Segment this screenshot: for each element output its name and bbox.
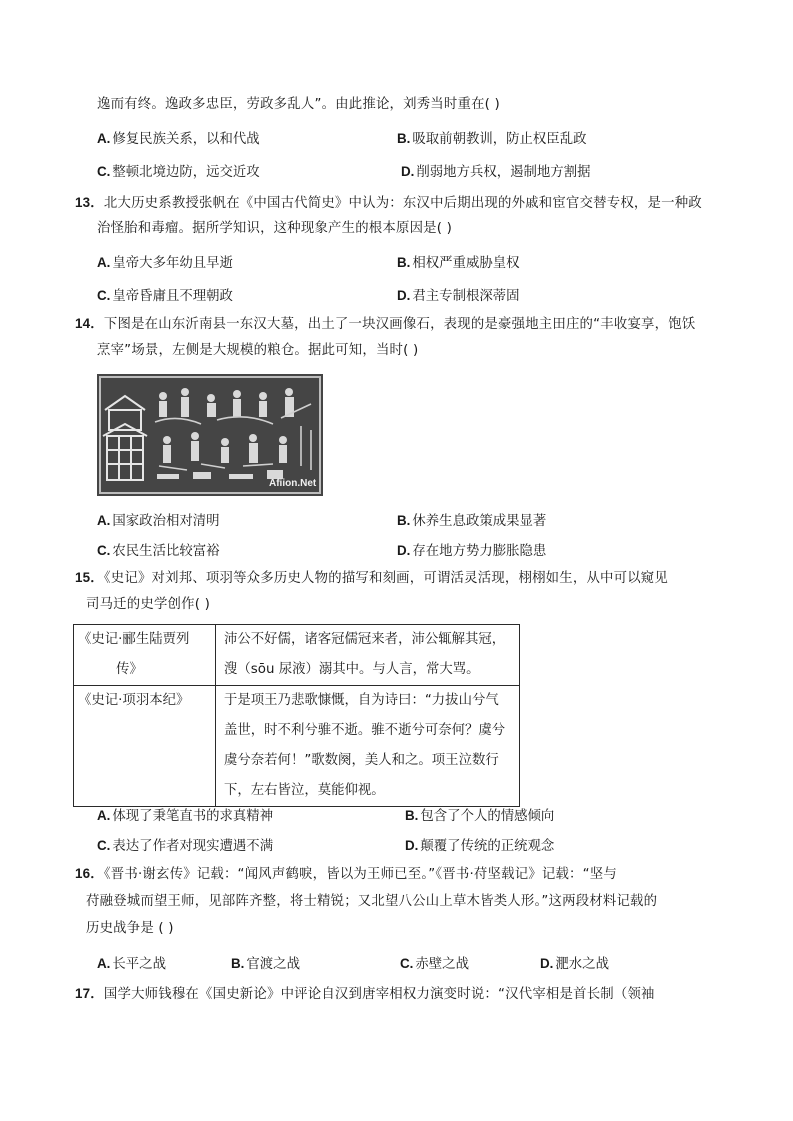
option-text: 官渡之战	[246, 957, 300, 972]
question-15-line-1	[75, 569, 668, 588]
option-letter: D.	[397, 288, 411, 303]
source-text-line: 下，左右皆泣，莫能仰视。	[224, 783, 385, 798]
question-15-line-2: 司马迁的史学创作( )	[86, 597, 211, 612]
option-letter: A.	[97, 131, 111, 146]
option-letter: C.	[97, 288, 111, 303]
source-title-line: 《史记·郦生陆贾列	[78, 632, 190, 647]
q14-option-d[interactable]	[397, 542, 546, 561]
source-text-line: 虞兮奈若何！”歌数阕，美人和之。项王泣数行	[224, 753, 499, 768]
q15-option-b[interactable]	[405, 807, 554, 826]
question-text: 《晋书·谢玄传》记载：“闻风声鹤唳，皆以为王师已至。”《晋书·苻坚载记》记载：“坚与	[103, 867, 617, 882]
question-text: 下图是在山东沂南县一东汉大墓，出土了一块汉画像石，表现的是豪强地主田庄的“丰收宴享，饱饫	[103, 317, 696, 332]
q16-option-c[interactable]	[400, 955, 469, 974]
question-14-line-1	[75, 315, 695, 334]
option-text: 休养生息政策成果显著	[412, 514, 547, 529]
option-letter: B.	[231, 956, 245, 971]
question-16-line-3: 历史战争是 ( )	[86, 921, 174, 936]
option-letter: B.	[397, 255, 411, 270]
table-row	[74, 625, 520, 686]
option-text: 表达了作者对现实遭遇不满	[112, 839, 274, 854]
q12-option-b[interactable]	[397, 130, 586, 149]
q16-option-d[interactable]	[540, 955, 609, 974]
q13-option-c[interactable]	[97, 287, 233, 306]
option-text: 农民生活比较富裕	[112, 544, 220, 559]
q14-option-a[interactable]	[97, 512, 220, 531]
option-text: 整顿北境边防，远交近攻	[112, 165, 260, 180]
question-text: 国学大师钱穆在《国史新论》中评论自汉到唐宰相权力演变时说：“汉代宰相是首长制（领袖	[103, 987, 655, 1002]
question-number: 14．	[75, 316, 104, 331]
option-text: 淝水之战	[555, 957, 609, 972]
q15-option-d[interactable]	[405, 837, 554, 856]
option-text: 削弱地方兵权，遏制地方割据	[416, 165, 591, 180]
watermark-text: Afiion.Net	[269, 478, 317, 489]
option-text: 包含了个人的情感倾向	[420, 809, 555, 824]
option-text: 吸取前朝教训，防止权臣乱政	[412, 132, 587, 147]
question-12-continuation: 逸而有终。逸政多忠臣，劳政多乱人”。由此推论，刘秀当时重在( )	[97, 97, 500, 112]
q14-option-c[interactable]	[97, 542, 220, 561]
option-text: 颠覆了传统的正统观念	[420, 839, 555, 854]
table-cell-source	[74, 686, 216, 807]
question-number: 15．	[75, 570, 104, 585]
option-text: 赤壁之战	[415, 957, 469, 972]
q16-option-a[interactable]	[97, 955, 166, 974]
q12-option-a[interactable]	[97, 130, 260, 149]
table-cell-text	[216, 686, 520, 807]
option-text: 修复民族关系，以和代战	[112, 132, 260, 147]
question-13-line-1	[75, 194, 702, 213]
option-text: 存在地方势力膨胀隐患	[412, 544, 547, 559]
question-13-line-2: 治怪胎和毒瘤。据所学知识，这种现象产生的根本原因是( )	[97, 221, 453, 236]
option-letter: B.	[397, 131, 411, 146]
option-letter: A.	[97, 255, 111, 270]
q12-option-c[interactable]	[97, 163, 260, 182]
option-letter: C.	[97, 838, 111, 853]
source-text-line: 沛公不好儒，诸客冠儒冠来者，沛公辄解其冠，	[224, 632, 506, 647]
question-number: 17．	[75, 986, 104, 1001]
option-text: 皇帝昏庸且不理朝政	[112, 289, 233, 304]
q13-option-d[interactable]	[397, 287, 520, 306]
q14-option-b[interactable]	[397, 512, 546, 531]
option-letter: B.	[397, 513, 411, 528]
option-letter: C.	[97, 164, 111, 179]
source-title-line: 《史记·项羽本纪》	[78, 693, 190, 708]
option-letter: D.	[540, 956, 554, 971]
question-14-line-2: 烹宰”场景，左侧是大规模的粮仓。据此可知，当时( )	[97, 343, 419, 358]
q12-option-d[interactable]	[401, 163, 590, 182]
question-16-line-2: 苻融登城而望王师，见部阵齐整，将士精锐；又北望八公山上草木皆类人形。”这两段材料记载的	[86, 894, 658, 909]
option-letter: A.	[97, 513, 111, 528]
table-cell-text	[216, 625, 520, 686]
source-text-line: 溲（sōu 尿液）溺其中。与人言，常大骂。	[224, 662, 480, 677]
han-stone-relief-image	[97, 374, 323, 496]
table-row	[74, 686, 520, 807]
question-text: 北大历史系教授张帆在《中国古代简史》中认为：东汉中后期出现的外戚和宦官交替专权，是一种政	[103, 196, 702, 211]
option-letter: D.	[401, 164, 415, 179]
question-number: 13．	[75, 195, 104, 210]
option-text: 国家政治相对清明	[112, 514, 220, 529]
source-text-line: 于是项王乃悲歌慷慨，自为诗曰：“力拔山兮气	[224, 693, 499, 708]
option-letter: A.	[97, 956, 111, 971]
table-cell-source	[74, 625, 216, 686]
option-letter: A.	[97, 808, 111, 823]
option-letter: D.	[397, 543, 411, 558]
question-16-line-1	[75, 865, 617, 884]
source-text-line: 盖世，时不利兮骓不逝。骓不逝兮可奈何？虞兮	[224, 723, 506, 738]
option-letter: C.	[97, 543, 111, 558]
q13-option-b[interactable]	[397, 254, 520, 273]
q15-option-c[interactable]	[97, 837, 273, 856]
option-letter: D.	[405, 838, 419, 853]
option-letter: B.	[405, 808, 419, 823]
option-text: 君主专制根深蒂固	[412, 289, 520, 304]
question-number: 16．	[75, 866, 104, 881]
q15-option-a[interactable]	[97, 807, 273, 826]
source-material-table	[73, 624, 520, 807]
q13-option-a[interactable]	[97, 254, 233, 273]
source-title-line: 传》	[116, 662, 143, 677]
q16-option-b[interactable]	[231, 955, 300, 974]
option-text: 相权严重威胁皇权	[412, 256, 520, 271]
option-letter: C.	[400, 956, 414, 971]
question-text: 《史记》对刘邦、项羽等众多历史人物的描写和刻画，可谓活灵活现，栩栩如生，从中可以窥见	[103, 571, 668, 586]
option-text: 体现了秉笔直书的求真精神	[112, 809, 274, 824]
option-text: 长平之战	[112, 957, 166, 972]
question-17-line-1	[75, 985, 655, 1004]
option-text: 皇帝大多年幼且早逝	[112, 256, 233, 271]
